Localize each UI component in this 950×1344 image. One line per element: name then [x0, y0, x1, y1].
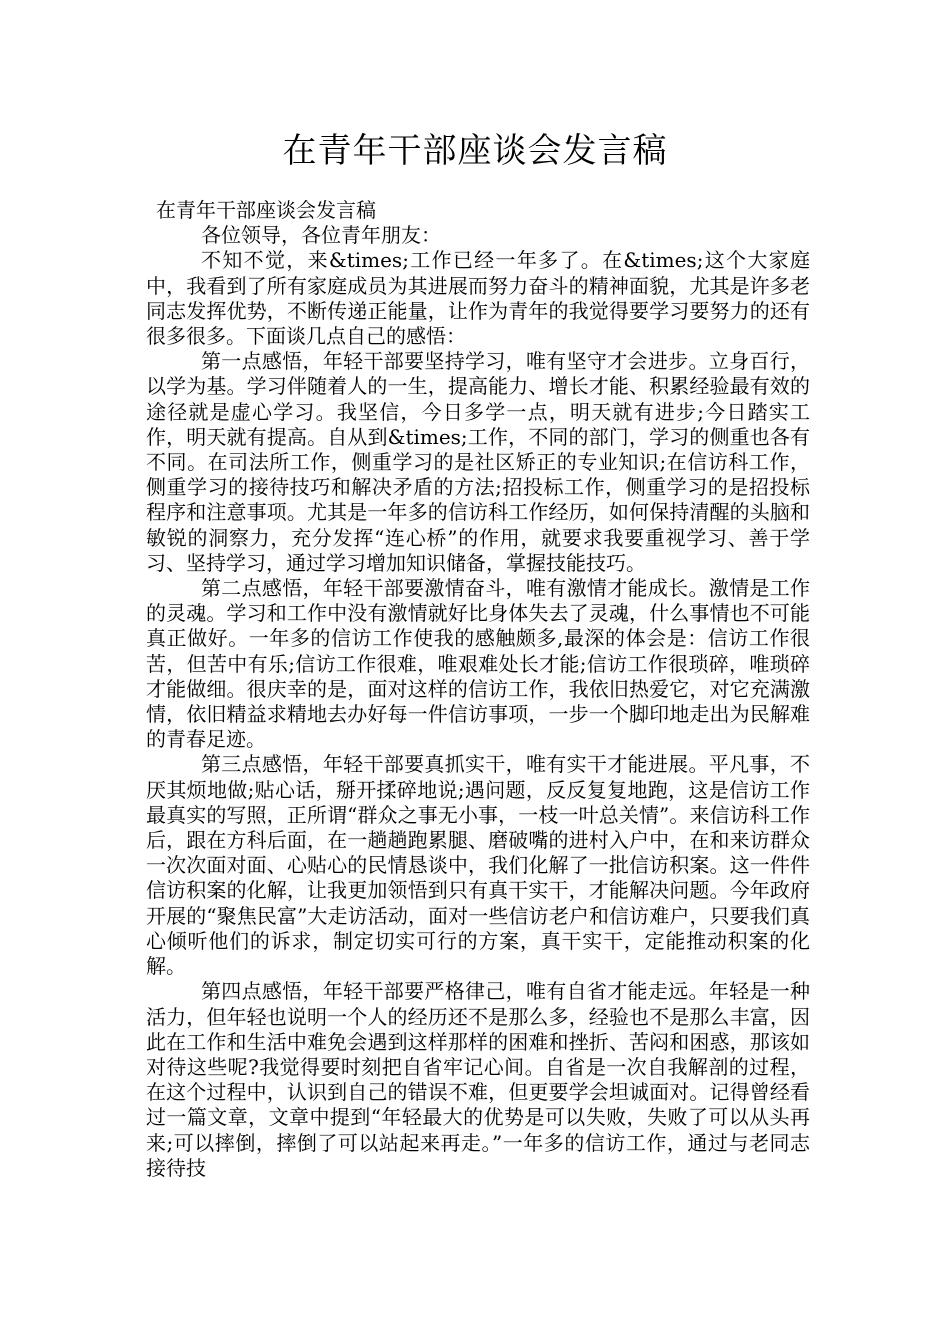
document-subtitle: 在青年干部座谈会发言稿 — [156, 198, 376, 222]
paragraph-intro: 不知不觉，来&times;工作已经一年多了。在&times;这个大家庭中，我看到了所有家庭成员为其进展而努力奋斗的精神面貌，尤其是许多老同志发挥优势，不断传递正能量，让作为青年的我觉得要学习要努力的还有很多很多。下面谈几点自己的感悟： — [146, 248, 810, 349]
paragraph-insight-2: 第二点感悟，年轻干部要激情奋斗，唯有激情才能成长。激情是工作的灵魂。学习和工作中没有激情就好比身体失去了灵魂，什么事情也不可能真正做好。一年多的信访工作使我的感触颇多,最深的体会是：信访工作很苦，但苦中有乐;信访工作很难，唯艰难处长才能;信访工作很琐碎，唯琐碎才能做细。很庆幸的是，面对这样的信访工作，我依旧热爱它，对它充满激情，依旧精益求精地去办好每一件信访事项，一步一个脚印地走出为民解难的青春足迹。 — [146, 576, 810, 752]
paragraph-insight-4: 第四点感悟，年轻干部要严格律己，唯有自省才能走远。年轻是一种活力，但年轻也说明一个人的经历还不是那么多，经验也不是那么丰富，因此在工作和生活中难免会遇到这样那样的困难和挫折、苦闷和困惑，那该如对待这些呢?我觉得要时刻把自省牢记心间。自省是一次自我解剖的过程，在这个过程中，认识到自己的错误不难，但更要学会坦诚面对。记得曾经看过一篇文章，文章中提到“年轻最大的优势是可以失败，失败了可以从头再来;可以摔倒，摔倒了可以站起来再走。”一年多的信访工作，通过与老同志接待技 — [146, 979, 810, 1180]
document-body — [146, 198, 810, 1181]
document-title: 在青年干部座谈会发言稿 — [282, 131, 668, 171]
greeting-line: 各位领导，各位青年朋友： — [201, 223, 441, 248]
paragraph-insight-1: 第一点感悟，年轻干部要坚持学习，唯有坚守才会进步。立身百行，以学为基。学习伴随着人的一生，提高能力、增长才能、积累经验最有效的途径就是虚心学习。我坚信，今日多学一点，明天就有进步;今日踏实工作，明天就有提高。自从到&times;工作，不同的部门，学习的侧重也各有不同。在司法所工作，侧重学习的是社区矫正的专业知识;在信访科工作，侧重学习的接待技巧和解决矛盾的方法;招投标工作，侧重学习的是招投标程序和注意事项。尤其是一年多的信访科工作经历，如何保持清醒的头脑和敏锐的洞察力，充分发挥“连心桥”的作用，就要求我要重视学习、善于学习、坚持学习，通过学习增加知识储备，掌握技能技巧。 — [146, 349, 810, 575]
paragraph-insight-3: 第三点感悟，年轻干部要真抓实干，唯有实干才能进展。平凡事，不厌其烦地做;贴心话，掰开揉碎地说;遇问题，反反复复地跑，这是信访工作最真实的写照，正所谓“群众之事无小事，一枝一叶总关情”。来信访科工作后，跟在方科后面，在一趟趟跑累腿、磨破嘴的进村入户中，在和来访群众一次次面对面、心贴心的民情恳谈中，我们化解了一批信访积案。这一件件信访积案的化解，让我更加领悟到只有真干实干，才能解决问题。今年政府开展的“聚焦民富”大走访活动，面对一些信访老户和信访难户，只要我们真心倾听他们的诉求，制定切实可行的方案，真干实干，定能推动积案的化解。 — [146, 752, 810, 979]
